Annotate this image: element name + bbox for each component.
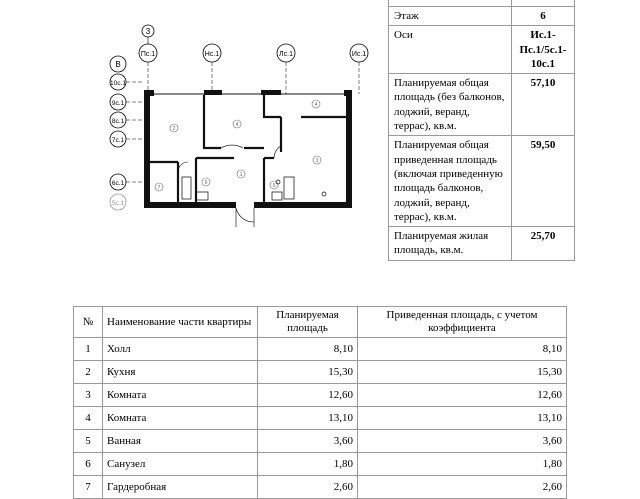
row-reduced: 3,60: [358, 430, 567, 453]
room-tag-room-13: 4: [235, 122, 239, 128]
row-reduced: 2,60: [358, 476, 567, 499]
table-row: [74, 338, 567, 361]
header-num: №: [74, 307, 103, 338]
row-area: 1,80: [258, 453, 358, 476]
room-tag-wc: 6: [204, 180, 208, 186]
axis-left-6: 5с.1: [111, 200, 125, 207]
row-name: Ванная: [103, 430, 258, 453]
row-area: 3,60: [258, 430, 358, 453]
row-name: Гардеробная: [103, 476, 258, 499]
row-area: 13,10: [258, 407, 358, 430]
info-value: 6: [512, 7, 575, 26]
info-row-axes: [389, 26, 575, 74]
row-num: 4: [74, 407, 103, 430]
info-row-living-area: [389, 227, 575, 261]
row-reduced: 13,10: [358, 407, 567, 430]
axis-top-2: Нс.1: [204, 51, 220, 58]
room-tag-balcony: 4: [314, 102, 318, 108]
info-row-reduced-area: [389, 136, 575, 227]
row-area: 12,60: [258, 384, 358, 407]
axis-left-4: 7с.1: [111, 137, 125, 144]
info-row-total-area: [389, 74, 575, 136]
row-area: 15,30: [258, 361, 358, 384]
axis-letter: В: [115, 60, 121, 69]
info-label: Оси: [389, 26, 512, 74]
axis-left-1: 10с.1: [110, 80, 126, 87]
room-tag-hall: 1: [239, 172, 243, 178]
row-name: Комната: [103, 384, 258, 407]
table-row: [74, 384, 567, 407]
info-value: 57,10: [512, 74, 575, 136]
rooms-table-header: [74, 307, 567, 338]
info-label: Планируемая жилая площадь, кв.м.: [389, 227, 512, 261]
table-row: [74, 361, 567, 384]
row-num: 1: [74, 338, 103, 361]
axis-top-3: Лс.1: [279, 51, 293, 58]
axis-left-2: 9с.1: [111, 100, 125, 107]
row-area: 8,10: [258, 338, 358, 361]
axis-top-4: Ис.1: [351, 51, 367, 58]
rooms-table: [73, 306, 567, 499]
row-name: Санузел: [103, 453, 258, 476]
room-tag-bath: 5: [272, 183, 276, 189]
axis-left-5: 6с.1: [111, 180, 125, 187]
info-row-floor: [389, 7, 575, 26]
row-reduced: 8,10: [358, 338, 567, 361]
row-num: 3: [74, 384, 103, 407]
row-name: Кухня: [103, 361, 258, 384]
table-row: [74, 407, 567, 430]
axis-left-3: 8с.1: [111, 118, 125, 125]
row-name: Комната: [103, 407, 258, 430]
apartment-info-table: [388, 0, 575, 261]
row-num: 7: [74, 476, 103, 499]
header-reduced: Приведенная площадь, с учетом коэффициента: [358, 307, 567, 338]
row-num: 5: [74, 430, 103, 453]
row-num: 2: [74, 361, 103, 384]
table-row: [74, 453, 567, 476]
row-area: 2,60: [258, 476, 358, 499]
info-label: Планируемая общая приведенная площадь (включая приведенную площадь балконов, лоджий, веранд, террас), кв.м.: [389, 136, 512, 227]
info-value: 59,50: [512, 136, 575, 227]
row-reduced: 12,60: [358, 384, 567, 407]
room-tag-kitchen: 2: [172, 126, 176, 132]
row-num: 6: [74, 453, 103, 476]
table-row: [74, 430, 567, 453]
info-value: Ис.1-Пс.1/5с.1-10с.1: [512, 26, 575, 74]
room-tag-room-12: 3: [315, 158, 319, 164]
room-tag-wardrobe: 7: [157, 185, 161, 191]
row-name: Холл: [103, 338, 258, 361]
info-label: Этаж: [389, 7, 512, 26]
axis-top-1: Пс.1: [140, 51, 156, 58]
floor-plan: [96, 22, 376, 287]
header-area: Планируемая площадь: [258, 307, 358, 338]
table-row: [74, 476, 567, 499]
row-reduced: 15,30: [358, 361, 567, 384]
axis-marker-3: 3: [145, 27, 151, 36]
row-reduced: 1,80: [358, 453, 567, 476]
info-label: Планируемая общая площадь (без балконов, лоджий, веранд, террас), кв.м.: [389, 74, 512, 136]
header-name: Наименование части квартиры: [103, 307, 258, 338]
info-value: 25,70: [512, 227, 575, 261]
